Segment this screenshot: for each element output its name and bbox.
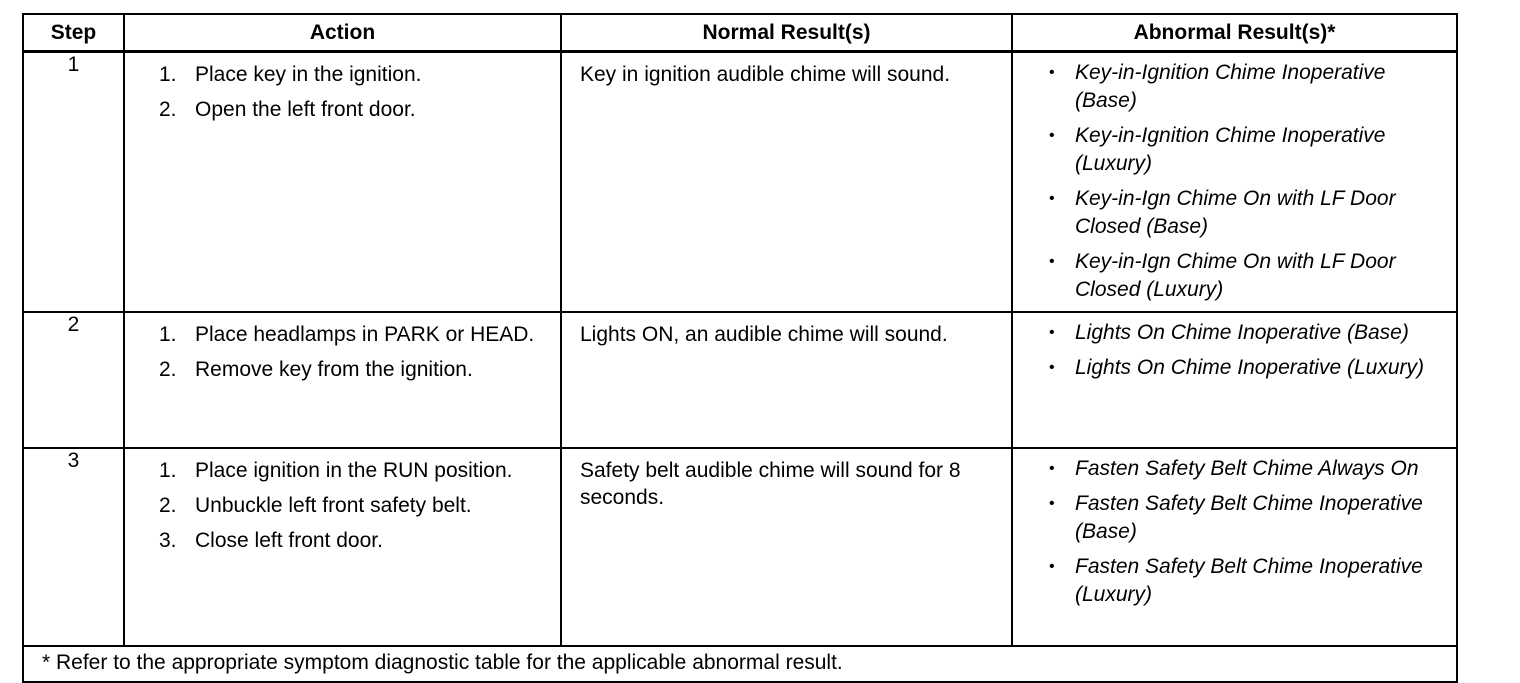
normal-result: Safety belt audible chime will sound for 8 seconds. [561,448,1012,646]
table-row [23,312,1457,448]
abnormal-result-item [1049,455,1450,483]
bullet-icon: • [1049,253,1055,270]
bullet-icon: • [1049,324,1055,341]
diagnostic-table [22,13,1458,683]
abnormal-results-list [1049,319,1450,382]
action-item-number: 2. [159,98,177,121]
abnormal-result-link: Key-in-Ign Chime On with LF Door Closed (Base) [1075,187,1396,238]
action-item [159,356,554,383]
abnormal-result-item [1049,248,1450,304]
header-normal-results: Normal Result(s) [561,14,1012,52]
abnormal-result-link: Fasten Safety Belt Chime Inoperative (Luxury) [1075,555,1423,606]
action-item [159,321,554,348]
action-cell [124,312,561,448]
abnormal-results-cell [1012,448,1457,646]
header-row [23,14,1457,52]
action-item-text: Open the left front door. [195,98,416,121]
action-item-number: 3. [159,529,177,552]
action-item [159,457,554,484]
bullet-icon: • [1049,460,1055,477]
normal-result: Key in ignition audible chime will sound. [561,52,1012,313]
action-item-text: Unbuckle left front safety belt. [195,494,472,517]
bullet-icon: • [1049,127,1055,144]
step-number: 2 [23,312,124,448]
abnormal-result-item [1049,490,1450,546]
action-list [159,321,554,383]
abnormal-results-list [1049,455,1450,609]
action-item [159,492,554,519]
abnormal-result-item [1049,59,1450,115]
bullet-icon: • [1049,495,1055,512]
action-item-text: Close left front door. [195,529,383,552]
header-step: Step [23,14,124,52]
bullet-icon: • [1049,64,1055,81]
table-row [23,52,1457,313]
action-list [159,457,554,554]
abnormal-result-link: Lights On Chime Inoperative (Luxury) [1075,356,1424,379]
bullet-icon: • [1049,359,1055,376]
abnormal-result-item [1049,354,1450,382]
abnormal-result-item [1049,319,1450,347]
abnormal-result-link: Key-in-Ignition Chime Inoperative (Base) [1075,61,1386,112]
action-item [159,61,554,88]
header-action: Action [124,14,561,52]
action-cell [124,52,561,313]
footnote: * Refer to the appropriate symptom diagnostic table for the applicable abnormal result. [23,646,1457,682]
action-item-text: Remove key from the ignition. [195,358,473,381]
bullet-icon: • [1049,190,1055,207]
step-number: 3 [23,448,124,646]
action-list [159,61,554,123]
action-item-number: 2. [159,494,177,517]
abnormal-result-link: Key-in-Ign Chime On with LF Door Closed (Luxury) [1075,250,1396,301]
abnormal-result-link: Lights On Chime Inoperative (Base) [1075,321,1409,344]
normal-result: Lights ON, an audible chime will sound. [561,312,1012,448]
abnormal-result-item [1049,122,1450,178]
header-abnormal-results: Abnormal Result(s)* [1012,14,1457,52]
abnormal-result-item [1049,185,1450,241]
action-item-text: Place ignition in the RUN position. [195,459,513,482]
action-item [159,527,554,554]
table-row [23,448,1457,646]
footnote-row [23,646,1457,682]
action-item-number: 1. [159,459,177,482]
abnormal-results-cell [1012,312,1457,448]
abnormal-result-link: Key-in-Ignition Chime Inoperative (Luxury) [1075,124,1386,175]
action-item-number: 1. [159,63,177,86]
abnormal-result-item [1049,553,1450,609]
action-item-number: 1. [159,323,177,346]
bullet-icon: • [1049,558,1055,575]
abnormal-results-cell [1012,52,1457,313]
abnormal-results-list [1049,59,1450,304]
step-number: 1 [23,52,124,313]
abnormal-result-link: Fasten Safety Belt Chime Inoperative (Base) [1075,492,1423,543]
action-item [159,96,554,123]
action-item-number: 2. [159,358,177,381]
action-item-text: Place headlamps in PARK or HEAD. [195,323,535,346]
action-item-text: Place key in the ignition. [195,63,422,86]
abnormal-result-link: Fasten Safety Belt Chime Always On [1075,457,1419,480]
action-cell [124,448,561,646]
